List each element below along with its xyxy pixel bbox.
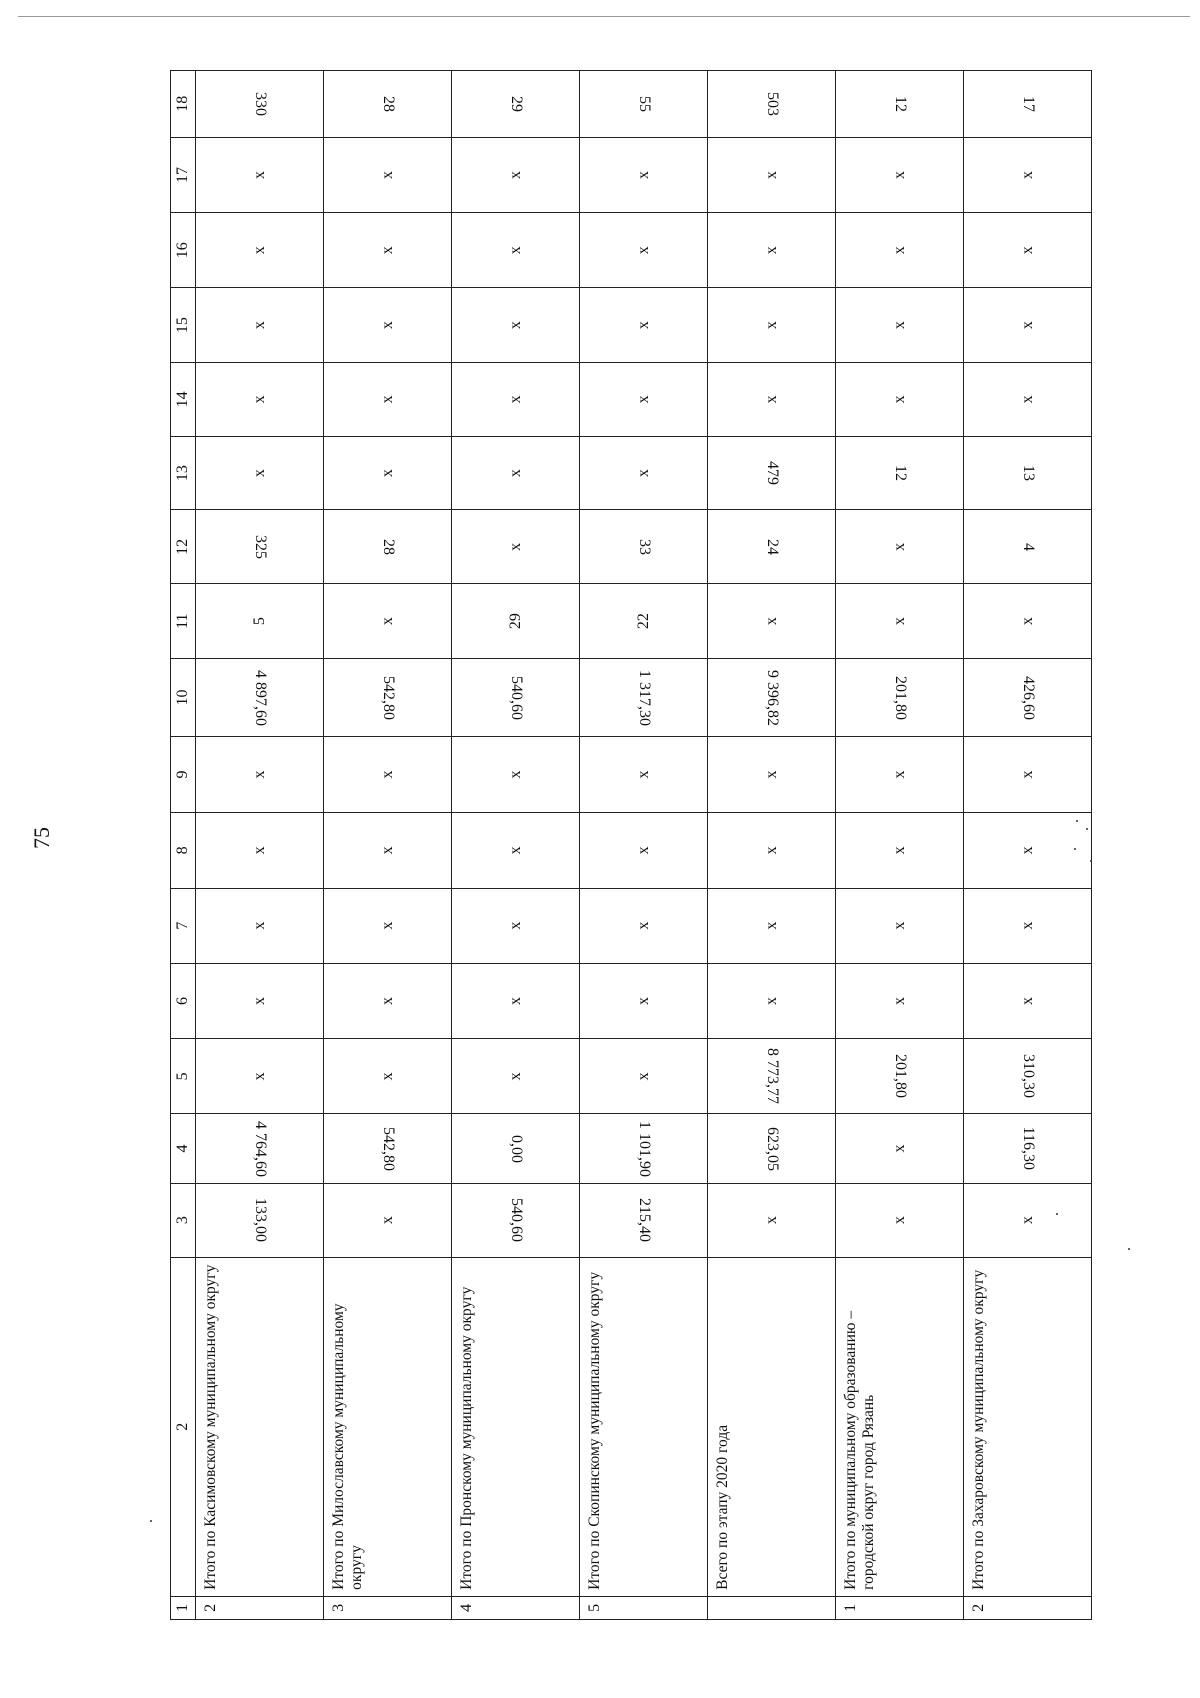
- value-cell-col-8: [452, 812, 580, 888]
- value-cell-col-18: [708, 71, 836, 138]
- value-text: х: [250, 395, 268, 404]
- value-cell-col-6: [452, 963, 580, 1039]
- value-text: х: [1018, 1216, 1036, 1225]
- table-row: [452, 71, 580, 1620]
- value-text: 623,05: [763, 1126, 781, 1171]
- value-text: 542,80: [379, 1126, 397, 1171]
- value-text: х: [506, 469, 524, 478]
- value-text: 540,60: [507, 675, 525, 720]
- value-cell-col-9: [452, 737, 580, 813]
- value-cell-col-15: [196, 288, 324, 363]
- value-cell-col-13: [836, 436, 964, 510]
- column-number-cell: 3: [171, 1183, 196, 1257]
- value-cell-col-18: [196, 71, 324, 138]
- value-cell-col-11: [708, 584, 836, 659]
- value-text: 55: [635, 95, 653, 112]
- row-name-cell: Итого по муниципальному образованию – городской округ город Рязань: [836, 1257, 964, 1596]
- value-text: х: [890, 997, 908, 1005]
- row-number-cell: 3: [324, 1596, 452, 1619]
- column-number-cell: 14: [171, 363, 196, 437]
- value-cell-col-12: [580, 510, 708, 584]
- value-cell-col-11: [324, 584, 452, 659]
- value-text: х: [890, 395, 908, 404]
- value-cell-col-10: [324, 659, 452, 737]
- value-cell-col-4: [324, 1114, 452, 1184]
- value-text: 13: [1019, 465, 1037, 482]
- value-cell-col-11: [580, 584, 708, 659]
- value-cell-col-14: [836, 363, 964, 437]
- column-number-cell: 11: [171, 584, 196, 659]
- table-row: [708, 71, 836, 1620]
- value-text: х: [506, 770, 524, 779]
- value-cell-col-13: [964, 436, 1092, 510]
- column-number-cell: 18: [171, 71, 196, 138]
- value-text: х: [762, 770, 780, 779]
- value-text: 22: [634, 613, 652, 630]
- value-cell-col-3: [196, 1183, 324, 1257]
- value-text: х: [634, 469, 652, 478]
- value-cell-col-4: [452, 1114, 580, 1184]
- value-text: х: [634, 846, 652, 855]
- value-cell-col-5: [836, 1039, 964, 1114]
- value-cell-col-4: [196, 1114, 324, 1184]
- value-cell-col-9: [580, 737, 708, 813]
- value-text: 215,40: [635, 1198, 653, 1243]
- value-cell-col-10: [708, 659, 836, 737]
- value-cell-col-9: [836, 737, 964, 813]
- value-cell-col-6: [196, 963, 324, 1039]
- value-text: х: [378, 395, 396, 404]
- value-text: х: [634, 1072, 652, 1081]
- value-cell-col-16: [964, 213, 1092, 288]
- value-cell-col-18: [452, 71, 580, 138]
- value-text: х: [378, 846, 396, 855]
- table-row: [836, 71, 964, 1620]
- value-text: х: [1018, 617, 1036, 626]
- value-text: х: [506, 170, 524, 179]
- value-text: х: [506, 921, 524, 930]
- value-cell-col-8: [324, 812, 452, 888]
- value-text: х: [762, 321, 780, 330]
- value-text: 0,00: [507, 1134, 525, 1163]
- value-cell-col-8: [836, 812, 964, 888]
- value-cell-col-15: [580, 288, 708, 363]
- value-cell-col-10: [964, 659, 1092, 737]
- table-row: [324, 71, 452, 1620]
- value-cell-col-13: [324, 436, 452, 510]
- value-text: х: [250, 246, 268, 255]
- value-cell-col-3: [324, 1183, 452, 1257]
- value-cell-col-14: [196, 363, 324, 437]
- value-text: х: [250, 1072, 268, 1081]
- value-text: х: [1018, 170, 1036, 179]
- value-text: 28: [379, 95, 397, 112]
- value-text: 116,30: [1019, 1126, 1037, 1171]
- value-cell-col-12: [324, 510, 452, 584]
- row-name-cell: Итого по Касимовскому муниципальному округу: [196, 1257, 324, 1596]
- value-text: х: [1018, 997, 1036, 1005]
- value-text: х: [378, 1072, 396, 1081]
- data-table: [170, 70, 1092, 1620]
- value-text: х: [506, 1072, 524, 1081]
- value-text: х: [890, 1216, 908, 1225]
- value-cell-col-4: [836, 1114, 964, 1184]
- column-number-cell: 9: [171, 737, 196, 813]
- value-text: х: [634, 395, 652, 404]
- value-text: х: [762, 921, 780, 930]
- value-cell-col-5: [964, 1039, 1092, 1114]
- value-text: х: [378, 770, 396, 779]
- value-text: 1 317,30: [635, 669, 653, 726]
- value-text: х: [1018, 846, 1036, 855]
- value-text: х: [378, 246, 396, 255]
- value-cell-col-5: [580, 1039, 708, 1114]
- column-number-cell: 1: [171, 1596, 196, 1619]
- value-cell-col-16: [580, 213, 708, 288]
- value-cell-col-17: [196, 137, 324, 213]
- value-text: х: [890, 170, 908, 179]
- value-cell-col-9: [324, 737, 452, 813]
- value-cell-col-16: [324, 213, 452, 288]
- value-text: 310,30: [1019, 1054, 1037, 1099]
- row-number-cell: 4: [452, 1596, 580, 1619]
- value-cell-col-17: [964, 137, 1092, 213]
- value-cell-col-5: [708, 1039, 836, 1114]
- value-text: х: [890, 321, 908, 330]
- value-cell-col-4: [708, 1114, 836, 1184]
- value-text: х: [250, 321, 268, 330]
- column-number-row: [171, 71, 196, 1620]
- value-cell-col-7: [964, 888, 1092, 963]
- value-text: х: [890, 1144, 908, 1153]
- table-row: [580, 71, 708, 1620]
- value-text: х: [506, 846, 524, 855]
- value-text: х: [250, 921, 268, 930]
- value-cell-col-13: [452, 436, 580, 510]
- value-text: х: [378, 321, 396, 330]
- value-text: х: [890, 246, 908, 255]
- value-cell-col-7: [452, 888, 580, 963]
- value-cell-col-9: [964, 737, 1092, 813]
- value-cell-col-17: [836, 137, 964, 213]
- value-cell-col-8: [196, 812, 324, 888]
- value-cell-col-14: [580, 363, 708, 437]
- value-cell-col-8: [964, 812, 1092, 888]
- value-cell-col-10: [452, 659, 580, 737]
- value-cell-col-16: [196, 213, 324, 288]
- value-text: 4: [1019, 542, 1037, 551]
- value-cell-col-6: [708, 963, 836, 1039]
- row-name-cell: Всего по этапу 2020 года: [708, 1257, 836, 1596]
- value-text: х: [890, 770, 908, 779]
- value-text: х: [378, 921, 396, 930]
- value-text: х: [890, 846, 908, 855]
- value-cell-col-12: [196, 510, 324, 584]
- value-cell-col-3: [964, 1183, 1092, 1257]
- value-cell-col-11: [452, 584, 580, 659]
- value-cell-col-9: [196, 737, 324, 813]
- value-cell-col-3: [708, 1183, 836, 1257]
- value-text: 29: [507, 95, 525, 112]
- value-text: 325: [251, 534, 269, 559]
- value-cell-col-11: [196, 584, 324, 659]
- value-cell-col-5: [324, 1039, 452, 1114]
- row-name-cell: Итого по Пронскому муниципальному округу: [452, 1257, 580, 1596]
- value-cell-col-11: [836, 584, 964, 659]
- value-text: х: [762, 617, 780, 626]
- value-text: х: [762, 997, 780, 1005]
- value-text: х: [634, 997, 652, 1005]
- value-cell-col-3: [580, 1183, 708, 1257]
- value-text: х: [506, 997, 524, 1005]
- value-cell-col-12: [836, 510, 964, 584]
- value-cell-col-18: [964, 71, 1092, 138]
- value-cell-col-13: [196, 436, 324, 510]
- value-text: х: [890, 617, 908, 626]
- row-number-cell: 2: [196, 1596, 324, 1619]
- value-cell-col-14: [452, 363, 580, 437]
- value-cell-col-10: [196, 659, 324, 737]
- value-text: х: [634, 170, 652, 179]
- value-cell-col-18: [324, 71, 452, 138]
- value-text: х: [762, 246, 780, 255]
- value-text: х: [890, 921, 908, 930]
- row-name-cell: Итого по Милославскому муниципальному округу: [324, 1257, 452, 1596]
- value-text: 503: [763, 91, 781, 116]
- table-row: [964, 71, 1092, 1620]
- value-cell-col-5: [196, 1039, 324, 1114]
- value-text: 426,60: [1019, 675, 1037, 720]
- value-cell-col-6: [580, 963, 708, 1039]
- value-text: х: [1018, 321, 1036, 330]
- value-cell-col-18: [836, 71, 964, 138]
- value-text: 12: [891, 95, 909, 112]
- column-number-cell: 4: [171, 1114, 196, 1184]
- value-text: х: [378, 170, 396, 179]
- value-cell-col-15: [708, 288, 836, 363]
- value-text: х: [762, 170, 780, 179]
- value-cell-col-6: [836, 963, 964, 1039]
- value-text: 542,80: [379, 675, 397, 720]
- row-name-cell: Итого по Скопинскому муниципальному округу: [580, 1257, 708, 1596]
- value-text: 12: [891, 465, 909, 482]
- value-cell-col-16: [708, 213, 836, 288]
- value-text: 201,80: [891, 675, 909, 720]
- value-cell-col-13: [708, 436, 836, 510]
- page-number: 75: [29, 827, 54, 849]
- value-text: х: [378, 617, 396, 626]
- value-cell-col-14: [324, 363, 452, 437]
- value-cell-col-4: [964, 1114, 1092, 1184]
- value-text: х: [1018, 921, 1036, 930]
- value-text: х: [378, 469, 396, 478]
- value-cell-col-12: [708, 510, 836, 584]
- value-cell-col-7: [836, 888, 964, 963]
- value-cell-col-7: [196, 888, 324, 963]
- value-text: х: [378, 997, 396, 1005]
- value-text: 133,00: [251, 1198, 269, 1243]
- value-text: х: [250, 997, 268, 1005]
- scan-edge-line: [18, 16, 1190, 17]
- table-row: [196, 71, 324, 1620]
- value-cell-col-9: [708, 737, 836, 813]
- value-cell-col-5: [452, 1039, 580, 1114]
- value-text: х: [634, 321, 652, 330]
- value-text: 17: [1019, 95, 1037, 112]
- value-text: х: [250, 469, 268, 478]
- value-text: 479: [763, 461, 781, 486]
- column-number-cell: 10: [171, 659, 196, 737]
- value-cell-col-15: [836, 288, 964, 363]
- value-cell-col-3: [836, 1183, 964, 1257]
- row-number-cell: 2: [964, 1596, 1092, 1619]
- row-number-cell: [708, 1596, 836, 1619]
- value-cell-col-7: [708, 888, 836, 963]
- value-cell-col-6: [324, 963, 452, 1039]
- column-number-cell: 13: [171, 436, 196, 510]
- value-cell-col-7: [324, 888, 452, 963]
- value-text: х: [1018, 395, 1036, 404]
- value-text: 28: [379, 538, 397, 555]
- value-cell-col-16: [836, 213, 964, 288]
- column-number-cell: 16: [171, 213, 196, 288]
- value-text: х: [1018, 770, 1036, 779]
- value-text: 330: [251, 91, 269, 116]
- value-text: х: [250, 770, 268, 779]
- value-cell-col-6: [964, 963, 1092, 1039]
- column-number-cell: 5: [171, 1039, 196, 1114]
- table-container: [170, 70, 1037, 1620]
- value-text: х: [506, 395, 524, 404]
- column-number-cell: 2: [171, 1257, 196, 1596]
- value-cell-col-10: [836, 659, 964, 737]
- value-cell-col-13: [580, 436, 708, 510]
- value-text: 540,60: [507, 1198, 525, 1243]
- column-number-cell: 15: [171, 288, 196, 363]
- value-text: 24: [763, 538, 781, 555]
- column-number-cell: 6: [171, 963, 196, 1039]
- value-text: 1 101,90: [635, 1120, 653, 1177]
- row-number-cell: 1: [836, 1596, 964, 1619]
- value-cell-col-17: [580, 137, 708, 213]
- value-text: х: [506, 246, 524, 255]
- value-text: х: [378, 1216, 396, 1225]
- value-text: х: [506, 542, 524, 551]
- value-text: х: [634, 770, 652, 779]
- column-number-cell: 7: [171, 888, 196, 963]
- value-text: х: [634, 246, 652, 255]
- value-cell-col-17: [324, 137, 452, 213]
- value-cell-col-17: [452, 137, 580, 213]
- value-cell-col-15: [452, 288, 580, 363]
- value-text: х: [890, 542, 908, 551]
- value-text: 5: [250, 617, 268, 626]
- value-cell-col-12: [452, 510, 580, 584]
- column-number-cell: 17: [171, 137, 196, 213]
- value-text: х: [506, 321, 524, 330]
- value-text: х: [250, 170, 268, 179]
- row-name-cell: Итого по Захаровскому муниципальному округу: [964, 1257, 1092, 1596]
- value-cell-col-15: [324, 288, 452, 363]
- value-cell-col-18: [580, 71, 708, 138]
- value-text: х: [1018, 246, 1036, 255]
- value-cell-col-10: [580, 659, 708, 737]
- value-text: х: [634, 921, 652, 930]
- value-text: 4 897,60: [251, 669, 269, 726]
- value-text: х: [762, 1216, 780, 1225]
- value-text: 9 396,82: [763, 669, 781, 726]
- value-cell-col-16: [452, 213, 580, 288]
- value-text: х: [250, 846, 268, 855]
- value-cell-col-4: [580, 1114, 708, 1184]
- value-cell-col-15: [964, 288, 1092, 363]
- row-number-cell: 5: [580, 1596, 708, 1619]
- value-text: 4 764,60: [251, 1120, 269, 1177]
- column-number-cell: 8: [171, 812, 196, 888]
- value-text: 8 773,77: [763, 1048, 781, 1105]
- value-cell-col-14: [964, 363, 1092, 437]
- value-cell-col-8: [708, 812, 836, 888]
- value-cell-col-8: [580, 812, 708, 888]
- value-text: х: [762, 395, 780, 404]
- value-text: х: [762, 846, 780, 855]
- value-text: 201,80: [891, 1054, 909, 1099]
- value-text: 29: [506, 613, 524, 630]
- value-cell-col-11: [964, 584, 1092, 659]
- value-text: 33: [635, 538, 653, 555]
- value-cell-col-7: [580, 888, 708, 963]
- value-cell-col-3: [452, 1183, 580, 1257]
- value-cell-col-12: [964, 510, 1092, 584]
- value-cell-col-17: [708, 137, 836, 213]
- column-number-cell: 12: [171, 510, 196, 584]
- value-cell-col-14: [708, 363, 836, 437]
